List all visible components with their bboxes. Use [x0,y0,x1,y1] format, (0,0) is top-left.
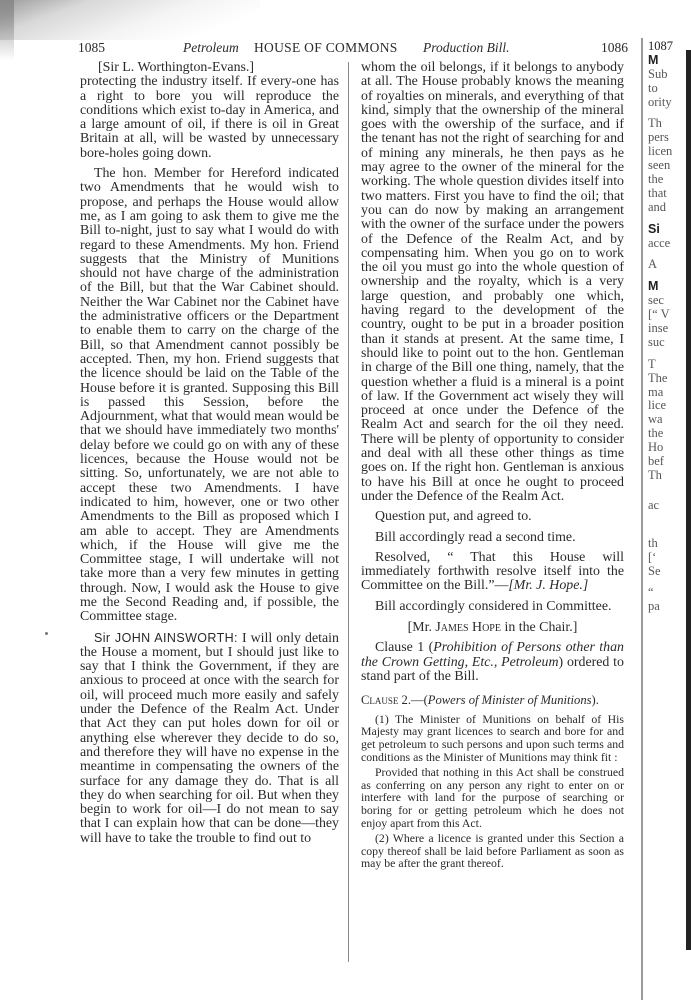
fragment-line: M [648,52,659,67]
fragment-line: M [648,279,659,294]
fragment-line [648,483,686,491]
page-edge [686,50,691,950]
fragment-line: ma [648,384,664,399]
fragment-line: sec [648,293,664,308]
chair-note: [Mr. James Hope in the Chair.] [407,619,578,635]
clause-2-subsection-2: (2) Where a licence is granted under this Section a copy thereof shall be laid before Parliament as soon as may be after the grant thereof. [361,831,624,871]
clause-2-heading: Clause 2.—(Powers of Minister of Munitions). [361,693,599,708]
running-title-left: Petroleum [183,40,239,55]
fragment-line: licen [648,144,673,159]
clause-1: Clause 1 (Prohibition of Persons other than the Crown Getting, Etc., Petroleum) ordered to stand part of the Bill. [361,640,624,684]
clause-2-subsection-1: (1) The Minister of Munitions on behalf of His Majesty may grant licences to search and bore for and get petroleum to such persons and upon such terms and conditions as the Minister of Munitions may think fit : [361,711,624,764]
attribution: [Mr. J. Hope.] [508,578,589,594]
fragment-line: Si [648,221,660,236]
fragment-line: A [648,257,658,272]
fragment-line: suc [648,334,665,349]
paragraph: Question put, and agreed to. [375,509,532,525]
paragraph: The hon. Member for Hereford indicated two Amendments that he would wish to propose, and perhaps the House would allow me, as I am going to ask them to give me the Bill to-night, just to say what I would do with regard to these Amendments. My hon. Friend suggests that the Ministry of Munitions should not have charge of the administration of the Bill, but that the War Cabinet should. Neither the War Cabinet nor the Cabinet have the administrative officers or the Department to enable them to carry on the charge of the Bill, so that Amendment cannot possibly be accepted. Then, my hon. Friend suggests that the licence should be laid on the Table of the House before it is granted. Supposing this Bill is passed this Session, before the Adjournment, what that would mean would be that we should have immediately two months' delay before we could go on with any of these licences, because the House would not be sitting. So, unfortunately, we are not able to accept these two Amendments. I have indicated to him, however, one or two other Amendments to the Bill as proposed which I am able to accept. They are Amendments which, if the House will give me the Committee stage, I will undertake will not take more than a very few minutes in getting through. Now, I would ask the House to give me the Second Reading and, if possible, the Committee stage. [80,166,339,625]
fragment-line: bef [648,454,664,469]
paragraph: Bill accordingly considered in Committee. [375,598,612,614]
fragment-line: and [648,199,667,214]
fragment-line: ac [648,497,660,512]
paragraph: protecting the industry itself. If every-one has a right to bore you will reproduce the conditions which exist to-day in America, and a large amount of oil, if there is oil in Great Britain at all, will be wasted by unnecessary bore-holes going down. [80,74,339,161]
fragment-line: wa [648,412,663,427]
fragment-line: acce [648,235,671,250]
running-title-right: Production Bill. [423,40,510,55]
fragment-line: Th [648,467,662,482]
page-header [78,40,630,58]
fragment-line [648,521,686,529]
fragment-line: that [648,185,667,200]
speech-text: I will only detain the House a moment, but I should just like to say that I think the Government, if they are anxious to proceed at once with the search for oil, will proceed much more easily and safely under the Defence of the Realm Act. Under that Act they can put holes down for oil or anything else wherever they decide to do so, and therefore they will have no expense in the meantime in compensating the owners of the surface for any damage they do. That is all they do when searching for oil. But when they begin to work for oil—I do not mean to say that I can explain how that can be done—they will have to take the trouble to find out to [80,630,339,846]
fragment-line [648,513,686,521]
fragment-line: Th [648,116,662,131]
page-number-right: 1086 [601,40,628,55]
fragment-line: T [648,356,656,371]
next-page-fragment [648,39,686,614]
page-number-left: 1085 [78,40,105,55]
fragment-line: Se [648,563,661,578]
fragment-line: lice [648,398,667,413]
clause-2-title: Powers of Minister of Munitions [427,693,592,708]
next-page-number: 1087 [648,39,673,53]
speck [45,632,48,635]
fragment-line: ority [648,94,672,109]
paragraph: whom the oil belongs, if it belongs to anybody at all. The House probably knows the meaning of royalties on minerals, and everything of that kind, simply that the ownership of the mineral goes with the owership of the surface, and if the tenant has not the right of searching for and of mining any minerals, he then pays as he may agree to the owner of the mineral for the working. The whole question divides itself into two matters. First you have to find the oil; that you can do now by making an arrangement with the owner of the surface under the powers of the Defence of the Realm Act, and by compensating him. When you go on to work the oil you must go into the whole question of ownership and the royalty, which is a very large question, and probably one which, having regard to the development of the country, ought to be put in a broader position than it stands at present. At the same time, I should like to point out to the hon. Gentleman in charge of the Bill one thing, namely, that the question whether a fluid is a mineral is a point of law. If the Government act wisely they will proceed at once under the Defence of the Realm Act and search for the oil they need. There will be plenty of opportunity to consider and deal with all these other things as time goes on. If the right hon. Gentleman is anxious to have his Bill at once he ought to proceed under the Defence of the Realm Act. [361,60,624,504]
page-gutter-line [641,38,643,1000]
clause-1-title: Prohibition of Persons other than the Crown Getting, Etc., Petroleum [361,640,624,670]
running-title-center: HOUSE OF COMMONS [254,40,398,55]
fragment-line: to [648,80,658,95]
left-column [80,61,339,846]
fragment-line: [“ V [648,307,670,322]
clause-2-label: Clause 2. [361,693,411,708]
speaker-continued: [Sir L. Worthington-Evans.] [98,60,255,75]
page-edge-shadow [0,0,14,60]
fragment-line: Sub [648,66,668,81]
fragment-line: pa [648,599,660,614]
fragment-line: The [648,370,668,385]
right-column [361,61,624,870]
fragment-line: “ [648,585,654,600]
fragment-line: [‘ [648,549,657,564]
fragment-line: the [648,426,664,441]
speech-ainsworth [80,631,339,846]
resolution: Resolved, “ That this House will immediately forthwith resolve itself into the Committee on the Bill.”—[Mr. J. Hope.] [361,549,624,594]
next-page-lines [648,52,686,614]
page-corner-shadow [0,0,260,40]
column-divider [348,62,349,962]
paragraph: Bill accordingly read a second time. [375,529,576,545]
clause-2-proviso: Provided that nothing in this Act shall be construed as conferring on any person any right to enter on or interfere with land for the purpose of searching or boring for or getting petroleum which he does not enjoy apart from this Act. [361,765,624,830]
fragment-line: th [648,535,658,550]
fragment-line: inse [648,321,669,336]
fragment-line: the [648,172,664,187]
chair-name: James Hope [435,619,501,635]
fragment-line: seen [648,158,671,173]
fragment-line: Ho [648,440,664,455]
speaker-name: Sir JOHN AINSWORTH: [94,630,238,645]
fragment-line: pers [648,130,669,145]
